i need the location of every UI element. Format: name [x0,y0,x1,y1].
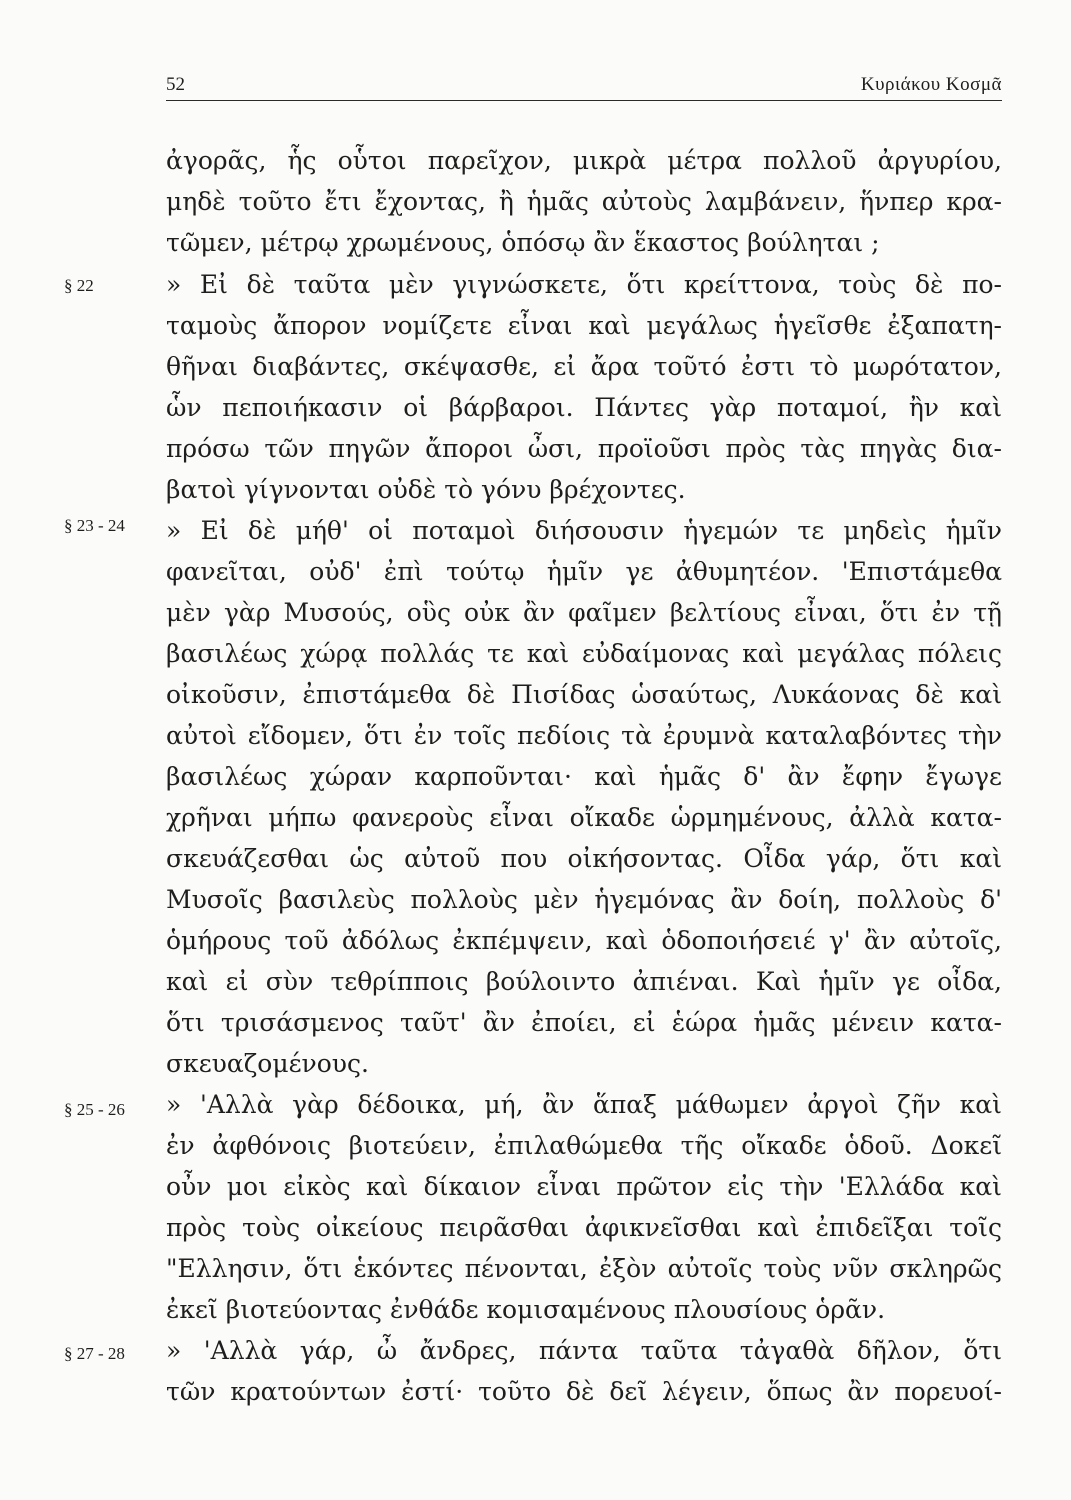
margin-note-section-27-28: § 27 - 28 [64,1344,125,1363]
text-line: χρῆναι μήπω φανεροὺς εἶναι οἴκαδε ὡρμημένους, ἀλλὰ κατα- [166,803,1002,832]
text-line: αὐτοὶ εἴδομεν, ὅτι ἐν τοῖς πεδίοις τὰ ἐρυμνὰ καταλαβόντες τὴν [166,721,1002,750]
text-line: ἐκεῖ βιοτεύοντας ἐνθάδε κομισαμένους πλουσίους ὁρᾶν. [166,1295,886,1324]
text-line: σκευαζομένους. [166,1049,369,1078]
text-line: » 'Αλλὰ γὰρ δέδοικα, μή, ἂν ἅπαξ μάθωμεν ἀργοὶ ζῆν καὶ [166,1090,1002,1119]
text-line: οἰκοῦσιν, ἐπιστάμεθα δὲ Πισίδας ὡσαύτως, Λυκάονας δὲ καὶ [166,680,1002,709]
text-line: βασιλέως χώρᾳ πολλάς τε καὶ εὐδαίμονας καὶ μεγάλας πόλεις [166,639,1002,668]
page-number: 52 [166,74,185,95]
text-line: » Εἰ δὲ μήθ' οἱ ποταμοὶ διήσουσιν ἡγεμών τε μηδεὶς ἡμῖν [166,516,1002,545]
text-line: βασιλέως χώραν καρποῦνται· καὶ ἡμᾶς δ' ἂν ἔφην ἔγωγε [166,762,1002,791]
margin-note-section-25-26: § 25 - 26 [64,1100,125,1119]
text-line: » Εἰ δὲ ταῦτα μὲν γιγνώσκετε, ὅτι κρείττονα, τοὺς δὲ πο- [166,270,1002,299]
margin-note-section-22: § 22 [64,276,94,295]
text-line: τῶμεν, μέτρῳ χρωμένους, ὁπόσῳ ἂν ἕκαστος βούληται ; [166,228,880,257]
text-line: » 'Αλλὰ γάρ, ὦ ἄνδρες, πάντα ταῦτα τἀγαθὰ δῆλον, ὅτι [166,1336,1002,1365]
text-line: οὖν μοι εἰκὸς καὶ δίκαιον εἶναι πρῶτον εἰς τὴν 'Ελλάδα καὶ [166,1172,1002,1201]
page-header [166,70,1002,101]
text-line: βατοὶ γίγνονται οὐδὲ τὸ γόνυ βρέχοντες. [166,475,686,504]
running-head: Κυριάκου Κοσμᾶ [860,74,1002,95]
text-line: φανεῖται, οὐδ' ἐπὶ τούτῳ ἡμῖν γε ἀθυμητέον. 'Επιστάμεθα [166,557,1002,586]
text-line: ταμοὺς ἄπορον νομίζετε εἶναι καὶ μεγάλως ἡγεῖσθε ἐξαπατη- [166,311,1002,340]
text-line: μηδὲ τοῦτο ἔτι ἔχοντας, ἢ ἡμᾶς αὐτοὺς λαμβάνειν, ἥνπερ κρα- [166,187,1002,216]
text-line: πρόσω τῶν πηγῶν ἄποροι ὦσι, προϊοῦσι πρὸς τὰς πηγὰς δια- [166,434,1002,463]
text-line: μὲν γὰρ Μυσούς, οὓς οὐκ ἂν φαῖμεν βελτίους εἶναι, ὅτι ἐν τῇ [166,598,1002,627]
text-line: ὅτι τρισάσμενος ταῦτ' ἂν ἐποίει, εἰ ἑώρα ἡμᾶς μένειν κατα- [166,1008,1002,1037]
margin-note-section-23-24: § 23 - 24 [64,516,125,535]
text-line: πρὸς τοὺς οἰκείους πειρᾶσθαι ἀφικνεῖσθαι καὶ ἐπιδεῖξαι τοῖς [166,1213,1002,1242]
text-line: θῆναι διαβάντες, σκέψασθε, εἰ ἄρα τοῦτό ἐστι τὸ μωρότατον, [166,352,1002,381]
text-line: καὶ εἰ σὺν τεθρίπποις βούλοιντο ἀπιέναι. Καὶ ἡμῖν γε οἶδα, [166,967,1002,996]
text-line: ἀγορᾶς, ἧς οὗτοι παρεῖχον, μικρὰ μέτρα πολλοῦ ἀργυρίου, [166,146,1002,175]
text-line: ἐν ἀφθόνοις βιοτεύειν, ἐπιλαθώμεθα τῆς οἴκαδε ὁδοῦ. Δοκεῖ [166,1131,1002,1160]
text-line: τῶν κρατούντων ἐστί· τοῦτο δὲ δεῖ λέγειν, ὅπως ἂν πορευοί- [166,1377,1002,1406]
text-line: Μυσοῖς βασιλεὺς πολλοὺς μὲν ἡγεμόνας ἂν δοίη, πολλοὺς δ' [166,885,1002,914]
text-line: "Ελλησιν, ὅτι ἑκόντες πένονται, ἐξὸν αὐτοῖς τοὺς νῦν σκληρῶς [166,1254,1002,1283]
text-line: σκευάζεσθαι ὡς αὐτοῦ που οἰκήσοντας. Οἶδα γάρ, ὅτι καὶ [166,844,1002,873]
text-line: ὁμήρους τοῦ ἀδόλως ἐκπέμψειν, καὶ ὁδοποιήσειέ γ' ἂν αὐτοῖς, [166,926,1002,955]
text-line: ὧν πεποιήκασιν οἱ βάρβαροι. Πάντες γὰρ ποταμοί, ἢν καὶ [166,393,1002,422]
